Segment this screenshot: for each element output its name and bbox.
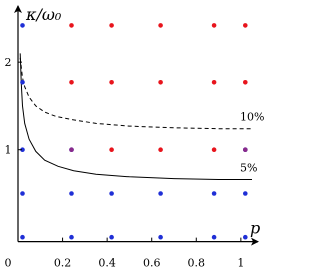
data-point bbox=[109, 80, 114, 85]
y-axis-title: κ/ω₀ bbox=[26, 5, 62, 24]
data-point bbox=[20, 80, 25, 85]
data-point bbox=[69, 23, 74, 28]
data-point bbox=[69, 191, 74, 196]
data-point bbox=[109, 191, 114, 196]
data-point bbox=[212, 191, 217, 196]
x-tick-label: 0 bbox=[4, 256, 12, 270]
x-tick-label: 0.8 bbox=[187, 256, 206, 270]
data-point bbox=[69, 80, 74, 85]
x-tick-label: 1 bbox=[237, 256, 245, 270]
data-point bbox=[158, 191, 163, 196]
x-tick-label: 0.6 bbox=[142, 256, 161, 270]
data-point bbox=[109, 235, 114, 240]
curve-label: 10% bbox=[240, 110, 264, 124]
data-point bbox=[20, 191, 25, 196]
data-point bbox=[158, 23, 163, 28]
data-point bbox=[212, 235, 217, 240]
y-tick-label: 2 bbox=[4, 56, 12, 70]
data-point bbox=[243, 23, 248, 28]
data-point bbox=[243, 80, 248, 85]
data-point bbox=[158, 147, 163, 152]
curves-layer bbox=[20, 53, 264, 179]
data-point bbox=[212, 80, 217, 85]
ticks-layer bbox=[5, 56, 245, 269]
data-point bbox=[212, 147, 217, 152]
data-point bbox=[20, 23, 25, 28]
points-layer bbox=[20, 23, 247, 239]
data-point bbox=[243, 191, 248, 196]
x-axis-title: p bbox=[250, 218, 261, 238]
y-tick-label: 1 bbox=[4, 143, 12, 157]
data-point bbox=[109, 147, 114, 152]
data-point bbox=[212, 23, 217, 28]
curve-dashed bbox=[20, 58, 252, 129]
x-tick-label: 0.2 bbox=[53, 256, 72, 270]
data-point bbox=[109, 23, 114, 28]
data-point bbox=[20, 235, 25, 240]
data-point bbox=[243, 235, 248, 240]
data-point bbox=[243, 147, 248, 152]
curve-label: 5% bbox=[240, 161, 258, 175]
x-tick-label: 0.4 bbox=[98, 256, 116, 270]
axes-layer bbox=[18, 6, 261, 242]
data-point bbox=[69, 147, 74, 152]
data-point bbox=[158, 235, 163, 240]
data-point bbox=[69, 235, 74, 240]
data-point bbox=[158, 80, 163, 85]
